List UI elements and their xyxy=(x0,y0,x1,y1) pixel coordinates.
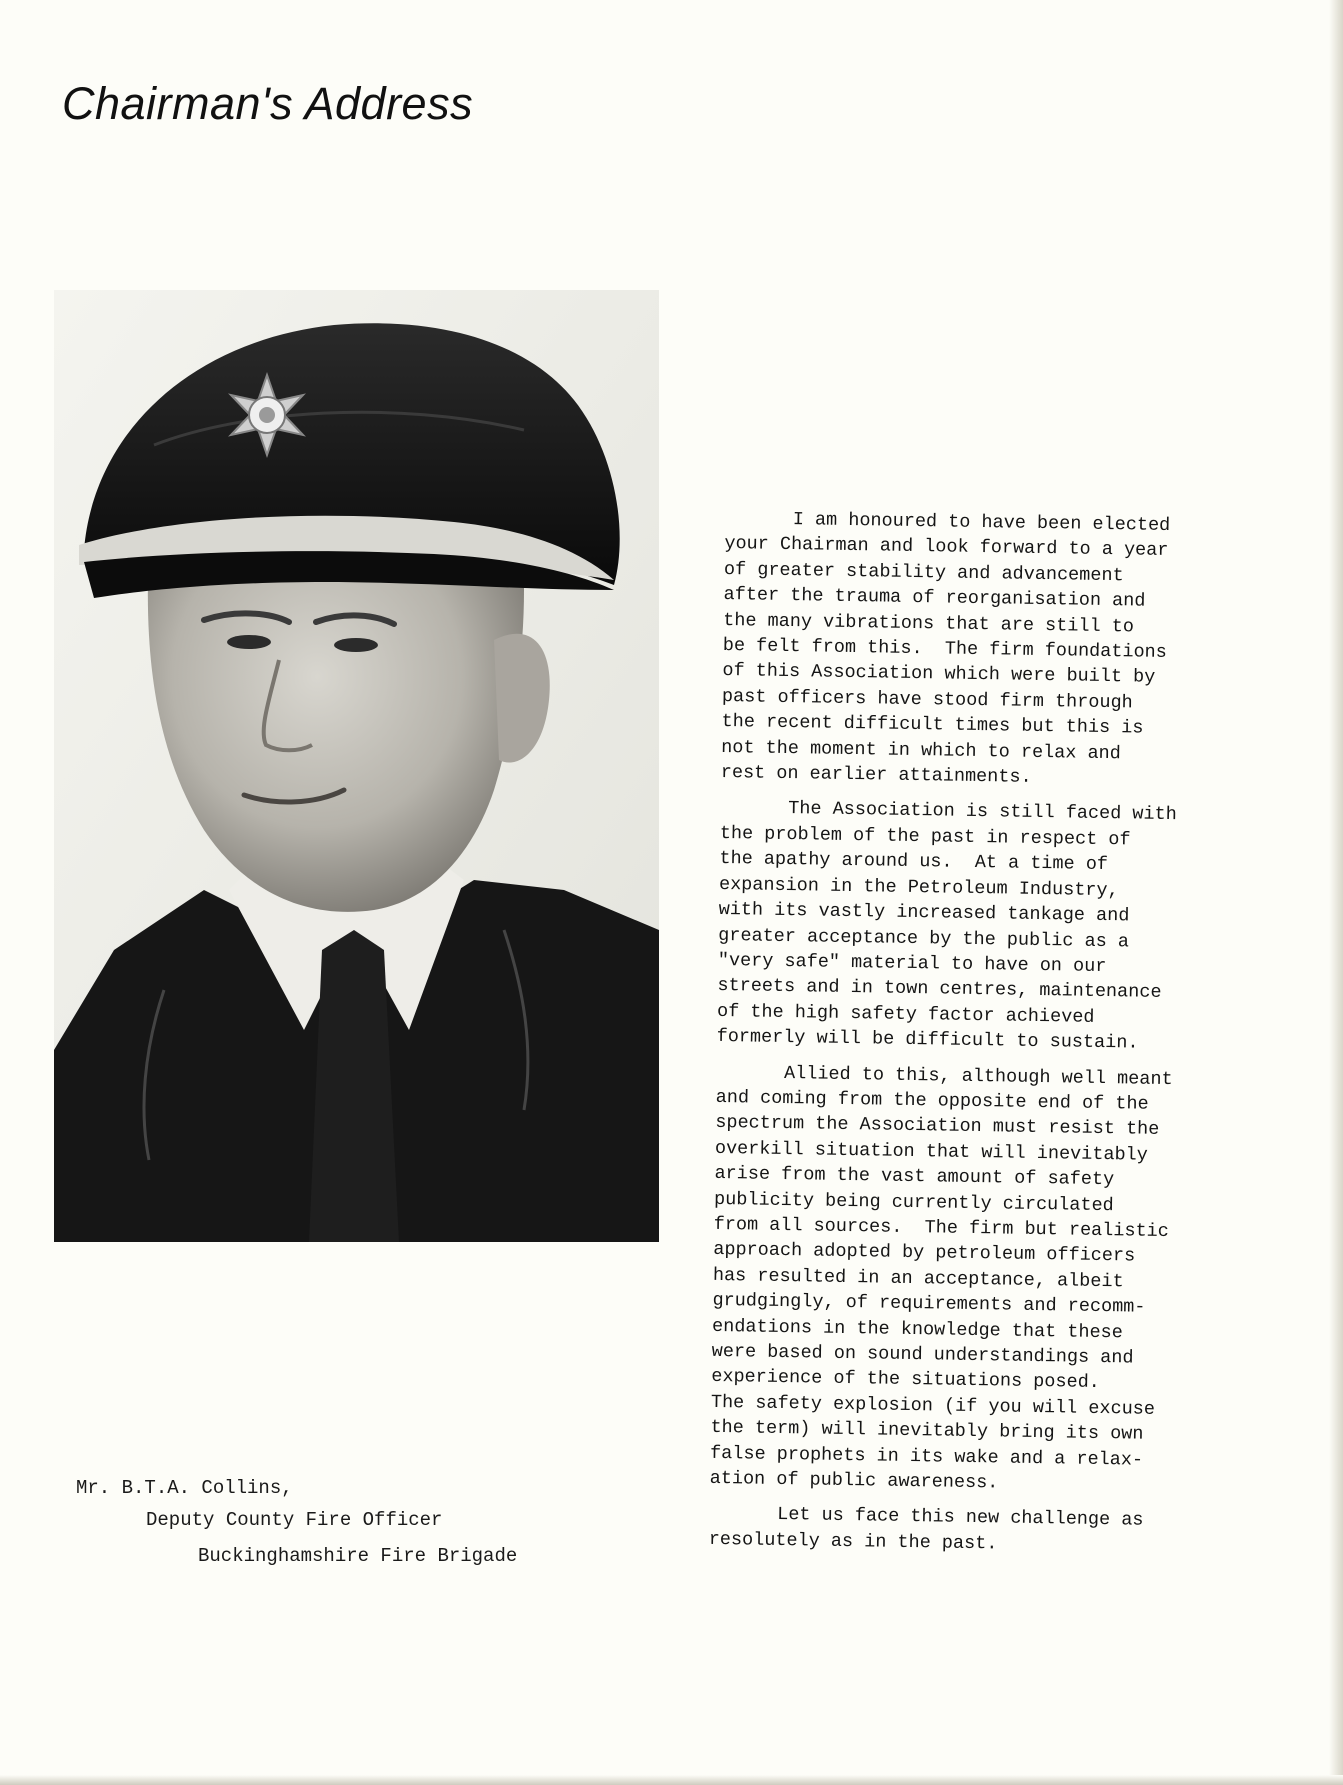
text-line: I am honoured to have been elected xyxy=(792,509,1171,536)
text-line: the many vibrations that are still to xyxy=(723,609,1135,638)
page-edge-shadow xyxy=(1329,0,1343,1785)
address-body xyxy=(709,506,1280,1561)
text-line: has resulted in an acceptance, albeit xyxy=(712,1264,1124,1293)
caption-name: Mr. B.T.A. Collins, xyxy=(76,1477,293,1499)
text-line: the apathy around us. At a time of xyxy=(719,848,1109,876)
text-line: rest on earlier attainments. xyxy=(720,762,1032,788)
text-line: ation of public awareness. xyxy=(709,1467,999,1494)
page-title: Chairman's Address xyxy=(62,78,474,129)
text-line: publicity being currently circulated xyxy=(713,1188,1114,1216)
text-line: past officers have stood firm through xyxy=(721,685,1133,714)
text-line: Allied to this, although well meant xyxy=(783,1062,1173,1090)
text-line: spectrum the Association must resist the xyxy=(715,1112,1160,1141)
text-line: of greater stability and advancement xyxy=(723,558,1124,587)
text-line: with its vastly increased tankage and xyxy=(718,899,1130,927)
text-line: were based on sound understandings and xyxy=(711,1340,1134,1369)
text-line: expansion in the Petroleum Industry, xyxy=(718,873,1119,901)
text-line: experience of the situations posed. xyxy=(711,1366,1101,1394)
text-line: not the moment in which to relax and xyxy=(721,736,1121,764)
text-line: overkill situation that will inevitably xyxy=(714,1137,1149,1166)
text-line: after the trauma of reorganisation and xyxy=(723,584,1146,612)
page-bottom-shadow xyxy=(0,1775,1343,1785)
text-line: "very safe" material to have on our xyxy=(717,949,1107,977)
text-line: Let us face this new challenge as xyxy=(776,1504,1144,1532)
caption-organisation: Buckinghamshire Fire Brigade xyxy=(198,1545,518,1567)
text-line: arise from the vast amount of safety xyxy=(714,1163,1115,1191)
text-line: the problem of the past in respect of xyxy=(719,822,1131,851)
text-line: greater acceptance by the public as a xyxy=(718,924,1130,952)
text-line: your Chairman and look forward to a year xyxy=(724,533,1169,562)
text-line: grudgingly, of requirements and recomm- xyxy=(712,1290,1146,1318)
text-line: and coming from the opposite end of the xyxy=(715,1086,1149,1115)
text-line: endations in the knowledge that these xyxy=(711,1315,1124,1343)
text-line: The Association is still faced with xyxy=(788,798,1177,826)
paragraph-4 xyxy=(709,1501,1265,1561)
text-line: of this Association which were built by xyxy=(722,660,1156,689)
paragraph-3 xyxy=(710,1059,1272,1500)
text-line: resolutely as in the past. xyxy=(708,1528,998,1555)
text-line: streets and in town centres, maintenance xyxy=(717,975,1162,1004)
text-line: the recent difficult times but this is xyxy=(721,711,1144,739)
text-line: the term) will inevitably bring its own xyxy=(710,1417,1144,1445)
caption-role: Deputy County Fire Officer xyxy=(146,1509,443,1531)
text-line: The safety explosion (if you will excuse xyxy=(710,1391,1156,1420)
text-line: approach adopted by petroleum officers xyxy=(713,1239,1136,1267)
text-line: formerly will be difficult to sustain. xyxy=(716,1026,1139,1054)
text-line: false prophets in its wake and a relax- xyxy=(709,1442,1144,1471)
paragraph-1 xyxy=(721,506,1280,794)
text-line: be felt from this. The firm foundations xyxy=(722,635,1167,663)
text-line: from all sources. The firm but realistic xyxy=(713,1213,1170,1243)
portrait-photo xyxy=(54,290,659,1242)
text-line: of the high safety factor achieved xyxy=(716,1000,1095,1028)
paragraph-2 xyxy=(716,795,1275,1058)
